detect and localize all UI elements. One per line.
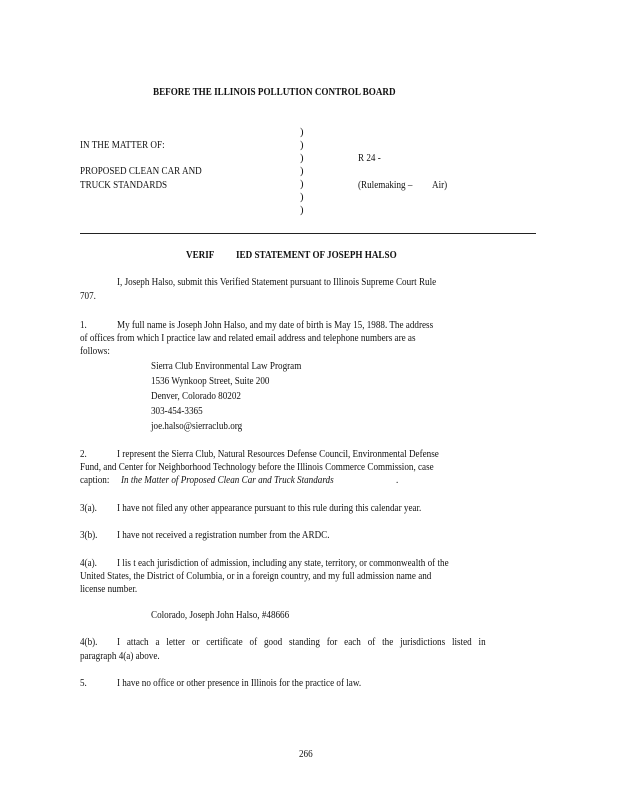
p2-line1: I represent the Sierra Club, Natural Resources Defense Council, Environmental Defense bbox=[117, 449, 439, 460]
p1-line1: My full name is Joseph John Halso, and my date of birth is May 15, 1988. The address bbox=[117, 320, 434, 331]
page-number: 266 bbox=[299, 749, 313, 760]
paren-mark: ) bbox=[300, 166, 304, 177]
in-the-matter-label: IN THE MATTER OF: bbox=[80, 140, 165, 151]
proceeding-type-label: (Rulemaking – bbox=[358, 180, 413, 191]
p3b-text: I have not received a registration number from the ARDC. bbox=[117, 530, 330, 541]
caption-divider bbox=[80, 233, 536, 234]
p3a-number: 3(a). bbox=[80, 503, 97, 514]
address-line: 1536 Wynkoop Street, Suite 200 bbox=[151, 376, 270, 387]
p1-line2: of offices from which I practice law and related email address and telephone numbers are as bbox=[80, 333, 416, 344]
phone-number: 303-454-3365 bbox=[151, 406, 203, 417]
p3b-number: 3(b). bbox=[80, 530, 98, 541]
address-line: Denver, Colorado 80202 bbox=[151, 391, 241, 402]
p2-case-caption: In the Matter of Proposed Clean Car and Truck Standards bbox=[121, 475, 334, 486]
proceeding-type-value: Air) bbox=[432, 180, 448, 191]
p5-text: I have no office or other presence in Illinois for the practice of law. bbox=[117, 678, 362, 689]
docket-number: R 24 - bbox=[358, 153, 381, 164]
p4a-line2: United States, the District of Columbia, or in a foreign country, and my full admission name and bbox=[80, 571, 432, 582]
p4b-line1: I attach a letter or certificate of good standing for each of the jurisdictions listed in bbox=[117, 637, 486, 648]
p2-period: . bbox=[396, 475, 399, 486]
p4b-line2: paragraph 4(a) above. bbox=[80, 651, 160, 662]
proceeding-title-line2: TRUCK STANDARDS bbox=[80, 180, 168, 191]
paren-mark: ) bbox=[300, 140, 304, 151]
paren-mark: ) bbox=[300, 179, 304, 190]
p4a-number: 4(a). bbox=[80, 558, 97, 569]
board-title: BEFORE THE ILLINOIS POLLUTION CONTROL BOARD bbox=[153, 87, 396, 98]
admission-entry: Colorado, Joseph John Halso, #48666 bbox=[151, 610, 290, 621]
caption-parenthesis-column bbox=[300, 126, 304, 217]
p1-line3: follows: bbox=[80, 346, 110, 357]
paren-mark: ) bbox=[300, 153, 304, 164]
p4a-line3: license number. bbox=[80, 584, 138, 595]
statement-title-part2: IED STATEMENT OF JOSEPH HALSO bbox=[236, 250, 397, 261]
intro-line1: I, Joseph Halso, submit this Verified Statement pursuant to Illinois Supreme Court Rule bbox=[117, 277, 437, 288]
p4b-number: 4(b). bbox=[80, 637, 98, 648]
p1-number: 1. bbox=[80, 320, 87, 331]
p3a-text: I have not filed any other appearance pursuant to this rule during this calendar year. bbox=[117, 503, 422, 514]
p2-line2: Fund, and Center for Neighborhood Technology before the Illinois Commerce Commission, case bbox=[80, 462, 434, 473]
paren-mark: ) bbox=[300, 127, 304, 138]
paren-mark: ) bbox=[300, 192, 304, 203]
statement-title-part1: VERIF bbox=[186, 250, 215, 261]
address-line: Sierra Club Environmental Law Program bbox=[151, 361, 302, 372]
intro-line2: 707. bbox=[80, 291, 96, 302]
p5-number: 5. bbox=[80, 678, 87, 689]
paren-mark: ) bbox=[300, 205, 304, 216]
p4a-line1: I lis t each jurisdiction of admission, including any state, territory, or commonwealth of the bbox=[117, 558, 449, 569]
email-address: joe.halso@sierraclub.org bbox=[151, 421, 243, 432]
p2-caption-label: caption: bbox=[80, 475, 110, 486]
p2-number: 2. bbox=[80, 449, 87, 460]
proceeding-title-line1: PROPOSED CLEAN CAR AND bbox=[80, 166, 202, 177]
